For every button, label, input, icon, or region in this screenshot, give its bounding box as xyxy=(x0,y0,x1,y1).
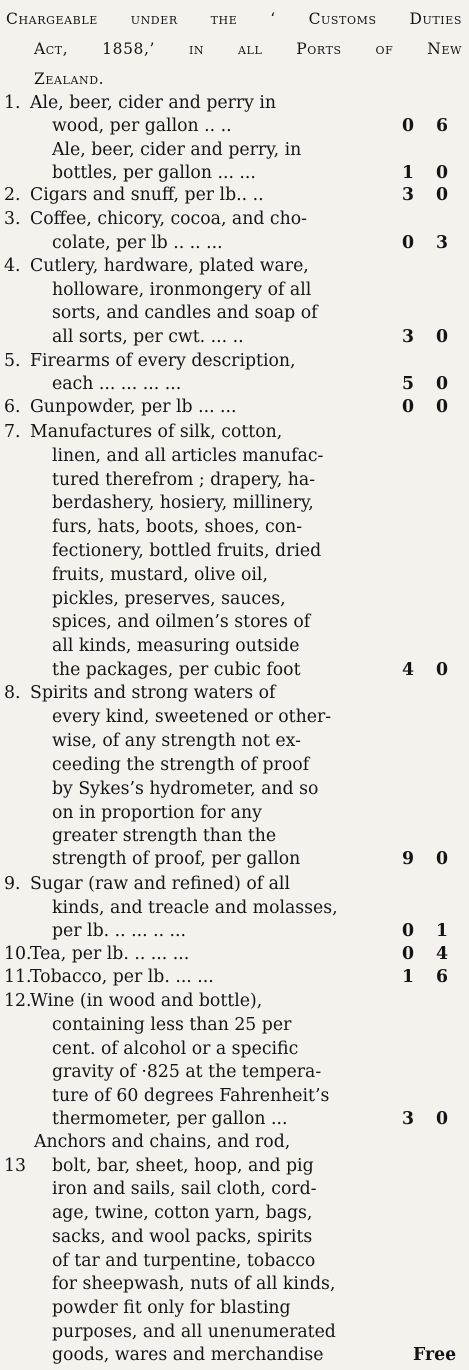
item-text: each ... ... ... ... xyxy=(52,374,182,394)
item-text: of tar and turpentine, tobacco xyxy=(52,1251,316,1271)
item-text: Wine (in wood and bottle), xyxy=(30,991,263,1011)
item-number: 4. xyxy=(4,256,21,276)
item-text: per lb. .. ... .. ... xyxy=(52,921,187,941)
item-number: 8. xyxy=(4,683,21,703)
duty-shillings: 0 xyxy=(401,921,415,941)
item-text: pickles, preserves, sauces, xyxy=(52,589,286,609)
item-text: Sugar (raw and refined) of all xyxy=(30,874,290,894)
item-text: ceeding the strength of proof xyxy=(52,755,310,775)
item-text: Cigars and snuff, per lb.. .. xyxy=(30,185,264,205)
duty-shillings: 3 xyxy=(401,327,415,347)
item-number: 7. xyxy=(4,422,21,442)
item-text: strength of proof, per gallon xyxy=(52,849,301,869)
duty-pence: 0 xyxy=(435,163,449,183)
item-text: goods, wares and merchandise xyxy=(52,1345,324,1365)
heading-line-2: Act, 1858,’ in all Ports of New xyxy=(34,40,462,58)
duty-pence: 0 xyxy=(435,327,449,347)
item-text: furs, hats, boots, shoes, con- xyxy=(52,517,303,537)
item-number: 5. xyxy=(4,351,21,371)
duty-shillings: 0 xyxy=(401,233,415,253)
item-text: wise, of any strength not ex- xyxy=(52,731,301,751)
duty-shillings: 5 xyxy=(401,374,415,394)
item-text: ture of 60 degrees Fahrenheit’s xyxy=(52,1086,330,1106)
duty-shillings: 0 xyxy=(401,944,415,964)
item-text: sacks, and wool packs, spirits xyxy=(52,1227,313,1247)
item-number: 3. xyxy=(4,209,21,229)
item-text: linen, and all articles manufac- xyxy=(52,446,324,466)
item-text: berdashery, hosiery, millinery, xyxy=(52,493,314,513)
duty-shillings: 9 xyxy=(401,849,415,869)
duty-pence: 0 xyxy=(435,1109,449,1129)
item-text: the packages, per cubic foot xyxy=(52,660,301,680)
item-text: Gunpowder, per lb ... ... xyxy=(30,397,237,417)
item-text: Coffee, chicory, cocoa, and cho- xyxy=(30,209,307,229)
item-text: greater strength than the xyxy=(52,826,277,846)
item-text: cent. of alcohol or a specific xyxy=(52,1039,299,1059)
duty-free-label: Free xyxy=(413,1345,457,1365)
item-text: Ale, beer, cider and perry in xyxy=(30,93,277,113)
item-number: 13 xyxy=(4,1156,26,1176)
item-text: spices, and oilmen’s stores of xyxy=(52,612,311,632)
heading-line-3: Zealand. xyxy=(34,70,105,88)
duty-pence: 3 xyxy=(435,233,449,253)
item-text: fectionery, bottled fruits, dried xyxy=(52,541,322,561)
item-text: bottles, per gallon ... ... xyxy=(52,163,256,183)
item-number: 2. xyxy=(4,185,21,205)
item-text: Manufactures of silk, cotton, xyxy=(30,422,283,442)
duty-shillings: 0 xyxy=(401,397,415,417)
duty-shillings: 4 xyxy=(401,660,415,680)
item-text: iron and sails, sail cloth, cord- xyxy=(52,1179,317,1199)
item-text: Tea, per lb. .. ... ... xyxy=(30,944,190,964)
heading-line-1: Chargeable under the ‘ Customs Duties xyxy=(6,10,462,28)
item-text: sorts, and candles and soap of xyxy=(52,303,318,323)
item-text: all sorts, per cwt. ... .. xyxy=(52,327,244,347)
duty-pence: 6 xyxy=(435,116,449,136)
item-text: Anchors and chains, and rod, xyxy=(34,1132,291,1152)
item-text: on in proportion for any xyxy=(52,803,262,823)
item-text: for sheepwash, nuts of all kinds, xyxy=(52,1274,336,1294)
item-text: every kind, sweetened or other- xyxy=(52,707,332,727)
duty-shillings: 1 xyxy=(401,967,415,987)
item-text: thermometer, per gallon ... xyxy=(52,1109,288,1129)
duty-shillings: 0 xyxy=(401,116,415,136)
item-text: Spirits and strong waters of xyxy=(30,683,276,703)
item-text: by Sykes’s hydrometer, and so xyxy=(52,779,319,799)
item-text: Ale, beer, cider and perry, in xyxy=(52,140,302,160)
duty-pence: 1 xyxy=(435,921,449,941)
item-number: 12. xyxy=(4,991,32,1011)
item-text: Cutlery, hardware, plated ware, xyxy=(30,256,309,276)
item-text: Tobacco, per lb. ... ... xyxy=(30,967,214,987)
item-text: colate, per lb .. .. ... xyxy=(52,233,223,253)
duty-pence: 0 xyxy=(435,185,449,205)
item-text: Firearms of every description, xyxy=(30,351,296,371)
item-number: 6. xyxy=(4,397,21,417)
duty-pence: 6 xyxy=(435,967,449,987)
duty-pence: 4 xyxy=(435,944,449,964)
item-number: 9. xyxy=(4,874,21,894)
item-text: all kinds, measuring outside xyxy=(52,636,300,656)
item-text: gravity of ·825 at the tempera- xyxy=(52,1062,322,1082)
duty-pence: 0 xyxy=(435,660,449,680)
item-text: containing less than 25 per xyxy=(52,1015,292,1035)
duty-shillings: 3 xyxy=(401,1109,415,1129)
item-text: purposes, and all unenumerated xyxy=(52,1322,336,1342)
page-heading xyxy=(6,4,462,94)
duty-pence: 0 xyxy=(435,397,449,417)
duty-shillings: 1 xyxy=(401,163,415,183)
duty-shillings: 3 xyxy=(401,185,415,205)
item-text: kinds, and treacle and molasses, xyxy=(52,898,338,918)
item-text: tured therefrom ; drapery, ha- xyxy=(52,470,316,490)
item-text: bolt, bar, sheet, hoop, and pig xyxy=(52,1156,314,1176)
item-text: wood, per gallon .. .. xyxy=(52,116,232,136)
duty-pence: 0 xyxy=(435,849,449,869)
item-number: 1. xyxy=(4,93,21,113)
item-number: 10. xyxy=(4,944,32,964)
item-text: fruits, mustard, olive oil, xyxy=(52,565,268,585)
item-number: 11. xyxy=(4,967,32,987)
item-text: holloware, ironmongery of all xyxy=(52,280,312,300)
item-text: age, twine, cotton yarn, bags, xyxy=(52,1203,313,1223)
item-text: powder fit only for blasting xyxy=(52,1298,291,1318)
duty-pence: 0 xyxy=(435,374,449,394)
